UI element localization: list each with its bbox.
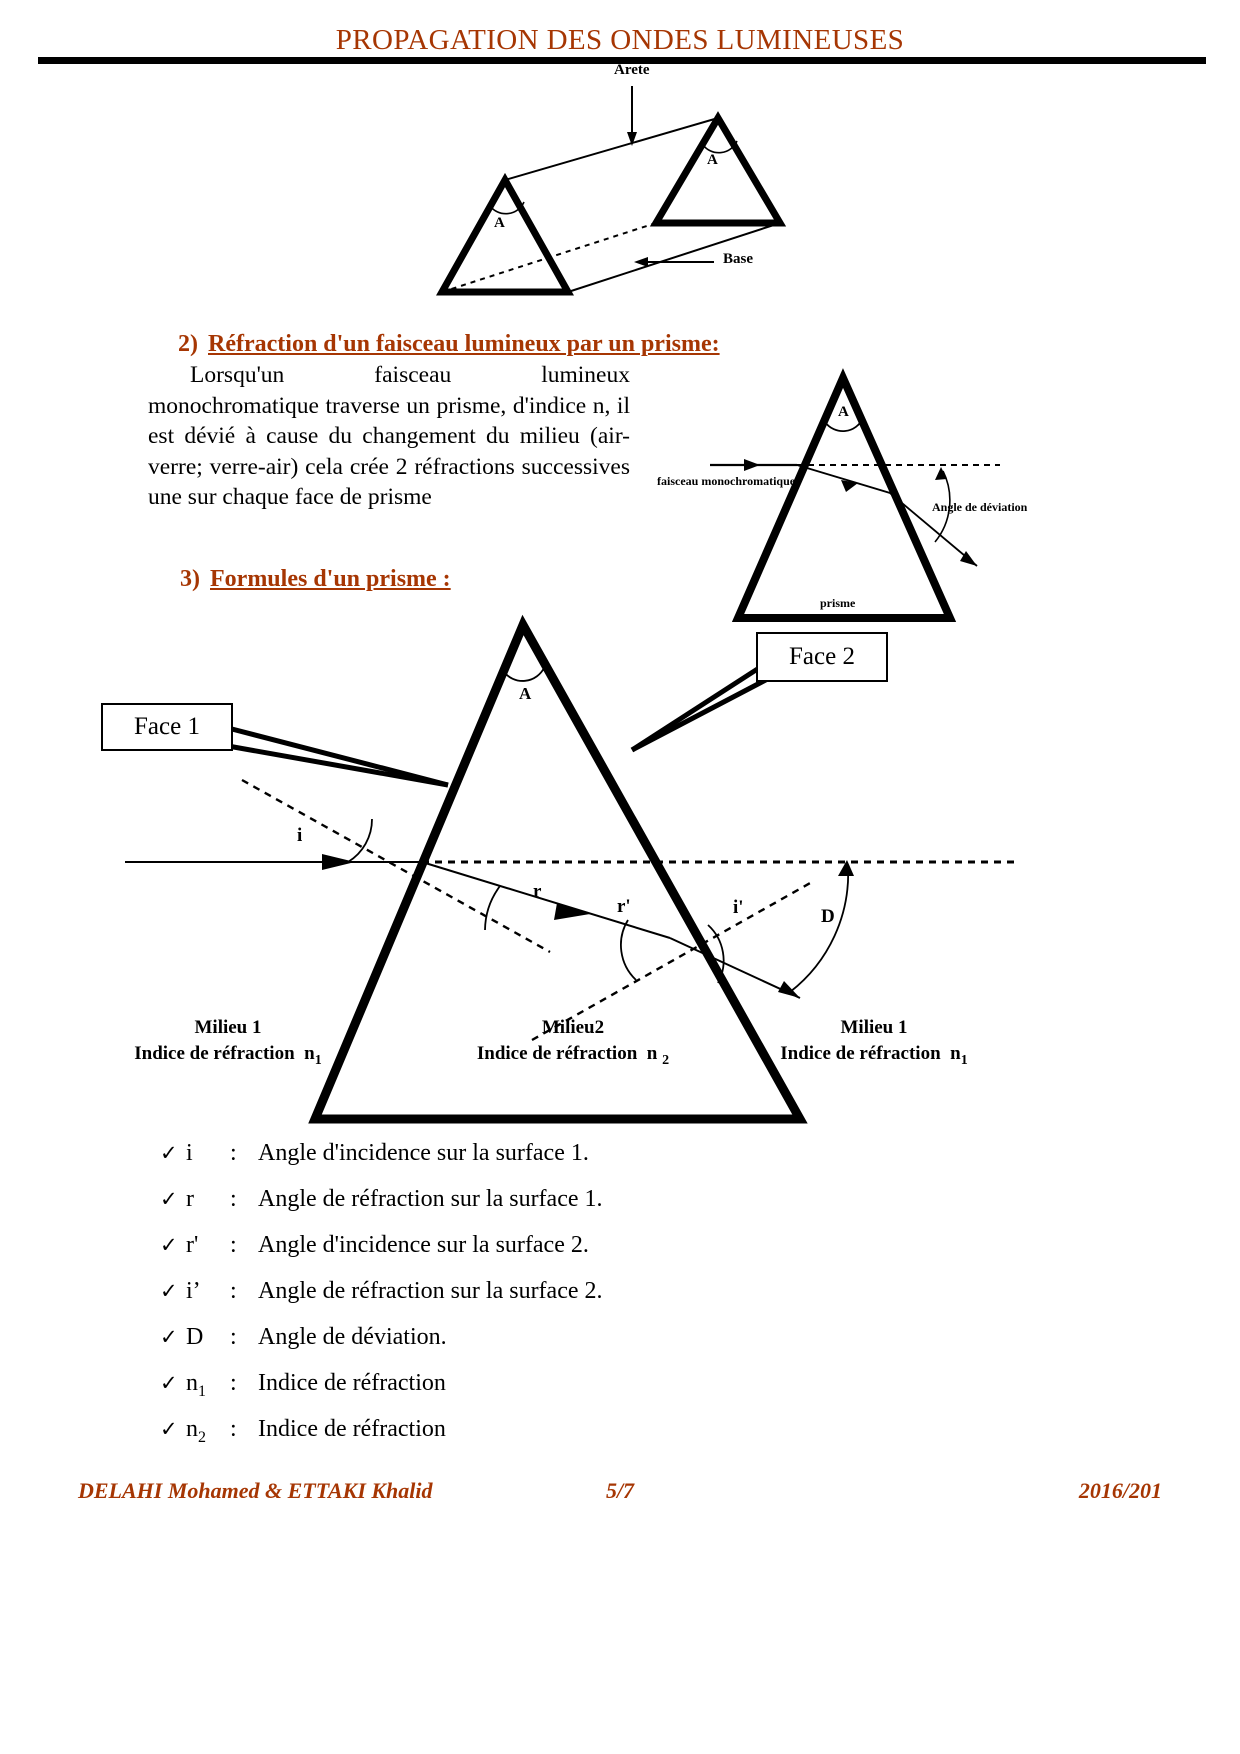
milieu-2-index bbox=[445, 1041, 701, 1074]
definition-colon: : bbox=[230, 1370, 237, 1396]
definition-symbol-sub: 2 bbox=[198, 1428, 206, 1446]
label-base: Base bbox=[723, 251, 753, 267]
definition-symbol: r bbox=[186, 1186, 194, 1212]
definition-text: Indice de réfraction bbox=[258, 1370, 446, 1396]
label-angle-i: i bbox=[297, 825, 303, 846]
list-item bbox=[160, 1324, 1060, 1370]
label-angle-i-prime: i' bbox=[733, 897, 744, 918]
list-item bbox=[160, 1416, 1060, 1462]
label-angle-r-prime: r' bbox=[617, 896, 631, 917]
list-item bbox=[160, 1278, 1060, 1324]
milieu-1-right-index-symbol: n bbox=[950, 1043, 961, 1064]
label-arete: Arete bbox=[614, 62, 650, 78]
definition-symbol-sub: 1 bbox=[198, 1382, 206, 1400]
definition-text: Angle de réfraction sur la surface 2. bbox=[258, 1278, 603, 1304]
list-item bbox=[160, 1186, 1060, 1232]
check-icon: ✓ bbox=[160, 1325, 178, 1349]
definitions-list bbox=[160, 1140, 1060, 1462]
milieu-1-left-index-sub: 1 bbox=[314, 1052, 322, 1068]
label-angle-r: r bbox=[533, 881, 542, 902]
list-item bbox=[160, 1370, 1060, 1416]
face-1-label: Face 1 bbox=[134, 713, 200, 740]
check-icon: ✓ bbox=[160, 1233, 178, 1257]
list-item bbox=[160, 1140, 1060, 1186]
label-main-apex-angle: A bbox=[519, 684, 532, 703]
milieu-2-index-symbol: n bbox=[646, 1043, 658, 1064]
definition-text: Angle de réfraction sur la surface 1. bbox=[258, 1186, 603, 1212]
label-small-apex-angle: A bbox=[838, 404, 849, 420]
definition-colon: : bbox=[230, 1278, 237, 1304]
label-faisceau-monochromatique: faisceau monochromatique bbox=[657, 474, 796, 488]
definition-symbol: i bbox=[186, 1140, 193, 1166]
check-icon: ✓ bbox=[160, 1141, 178, 1165]
milieu-2-index-label: Indice de réfraction bbox=[476, 1043, 638, 1064]
milieu-1-left-index-label: Indice de réfraction bbox=[134, 1043, 295, 1064]
milieu-1-right-index bbox=[746, 1041, 1002, 1074]
milieu-1-right-index-sub: 1 bbox=[960, 1052, 968, 1068]
definition-symbol-base: n bbox=[186, 1370, 198, 1396]
page-footer bbox=[0, 1478, 1240, 1510]
section-3-title: Formules d'un prisme : bbox=[210, 566, 451, 592]
definition-symbol: D bbox=[186, 1324, 204, 1350]
section-2-number: 2) bbox=[178, 331, 198, 357]
definition-colon: : bbox=[230, 1416, 237, 1442]
footer-authors: DELAHI Mohamed & ETTAKI Khalid bbox=[78, 1478, 433, 1503]
milieu-2-name: Milieu2 bbox=[541, 1017, 605, 1038]
definition-text: Angle d'incidence sur la surface 1. bbox=[258, 1140, 589, 1166]
section-3-heading bbox=[180, 566, 451, 593]
definition-symbol bbox=[186, 1370, 230, 1401]
label-prisme: prisme bbox=[820, 596, 856, 610]
milieu-2-center bbox=[445, 1015, 701, 1074]
check-icon: ✓ bbox=[160, 1417, 178, 1441]
face-2-label: Face 2 bbox=[789, 643, 855, 670]
label-angle-D: D bbox=[821, 906, 835, 927]
list-item bbox=[160, 1232, 1060, 1278]
milieu-1-right-index-label: Indice de réfraction bbox=[780, 1043, 941, 1064]
face-1-callout bbox=[101, 703, 233, 751]
milieu-1-right bbox=[746, 1015, 1002, 1074]
check-icon: ✓ bbox=[160, 1371, 178, 1395]
label-apex-front: A bbox=[494, 215, 505, 231]
check-icon: ✓ bbox=[160, 1187, 178, 1211]
definition-text: Angle d'incidence sur la surface 2. bbox=[258, 1232, 589, 1258]
prism-3d-diagram bbox=[420, 60, 820, 310]
section-2-heading bbox=[178, 331, 720, 358]
milieu-1-left-name: Milieu 1 bbox=[194, 1017, 262, 1038]
label-apex-back: A bbox=[707, 152, 718, 168]
definition-colon: : bbox=[230, 1324, 237, 1350]
section-2-body: Lorsqu'un faisceau lumineux monochromatique traverse un prisme, d'indice n, il est dévié à cause du changement du milieu (air-verre; verre-air) cela crée 2 réfractions successives une sur chaque face de prisme bbox=[148, 362, 630, 510]
section-3-number: 3) bbox=[180, 566, 200, 592]
definition-symbol bbox=[186, 1416, 230, 1447]
milieu-1-left-index-symbol: n bbox=[304, 1043, 315, 1064]
definition-symbol: i’ bbox=[186, 1278, 201, 1304]
milieu-2-index-sub: 2 bbox=[662, 1052, 670, 1068]
footer-page-number: 5/7 bbox=[605, 1478, 635, 1503]
definition-colon: : bbox=[230, 1186, 237, 1212]
definition-symbol-base: n bbox=[186, 1416, 198, 1442]
milieu-1-right-name: Milieu 1 bbox=[840, 1017, 908, 1038]
definition-symbol: r' bbox=[186, 1232, 199, 1258]
milieu-1-left bbox=[100, 1015, 356, 1074]
definition-colon: : bbox=[230, 1140, 237, 1166]
milieu-1-left-index bbox=[100, 1041, 356, 1074]
check-icon: ✓ bbox=[160, 1279, 178, 1303]
label-angle-deviation-small: Angle de déviation bbox=[932, 500, 1028, 514]
definition-text: Angle de déviation. bbox=[258, 1324, 447, 1350]
definition-colon: : bbox=[230, 1232, 237, 1258]
page-title: PROPAGATION DES ONDES LUMINEUSES bbox=[335, 24, 905, 56]
face-2-callout bbox=[756, 632, 888, 682]
section-2-title: Réfraction d'un faisceau lumineux par un prisme: bbox=[208, 331, 720, 357]
footer-year: 2016/201 bbox=[1078, 1478, 1162, 1503]
definition-text: Indice de réfraction bbox=[258, 1416, 446, 1442]
